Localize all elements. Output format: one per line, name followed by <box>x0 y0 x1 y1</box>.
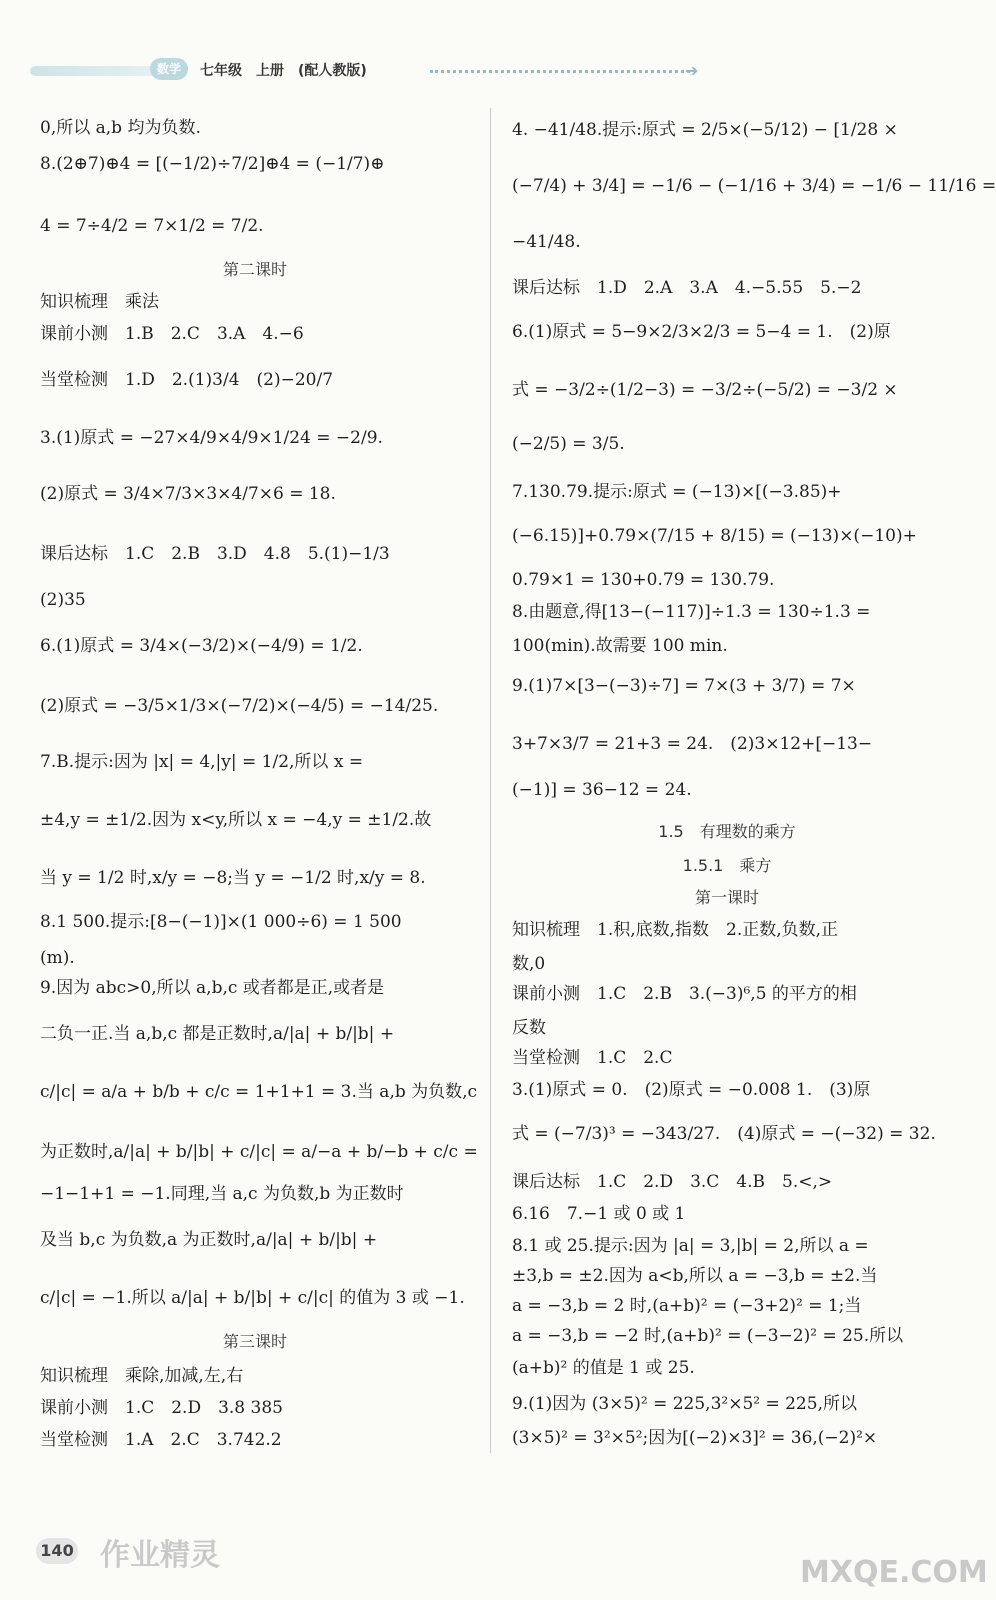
answer-line: −41/48. <box>512 232 581 252</box>
section-heading: 第三课时 <box>222 1332 287 1351</box>
answer-line: 知识梳理 1.积,底数,指数 2.正数,负数,正 <box>512 920 839 940</box>
answer-line: −1−1+1 = −1.同理,当 a,c 为负数,b 为正数时 <box>40 1184 404 1204</box>
answer-line: 6.(1)原式 = 5−9×2/3×2/3 = 5−4 = 1. (2)原 <box>512 322 891 342</box>
answer-line: 式 = (−7/3)³ = −343/27. (4)原式 = −(−32) = 32. <box>512 1124 936 1144</box>
answer-line: 课后达标 1.C 2.D 3.C 4.B 5.<,> <box>512 1172 833 1192</box>
answer-line: (−7/4) + 3/4] = −1/6 − (−1/16 + 3/4) = −1/6 − 11/16 = <box>512 176 996 196</box>
answer-line: c/|c| = −1.所以 a/|a| + b/|b| + c/|c| 的值为 3 或 −1. <box>40 1288 465 1308</box>
answer-line: 当堂检测 1.C 2.C <box>512 1048 673 1068</box>
answer-line: (m). <box>40 948 75 968</box>
answer-line: (2)35 <box>40 590 86 610</box>
answer-line: a = −3,b = 2 时,(a+b)² = (−3+2)² = 1;当 <box>512 1296 862 1316</box>
answer-line: 3+7×3/7 = 21+3 = 24. (2)3×12+[−13− <box>512 734 873 754</box>
answer-line: 4. −41/48.提示:原式 = 2/5×(−5/12) − [1/28 × <box>512 120 898 140</box>
answer-line: 0,所以 a,b 均为负数. <box>40 118 201 138</box>
answer-line: 当 y = 1/2 时,x/y = −8;当 y = −1/2 时,x/y = 8. <box>40 868 426 888</box>
answer-line: c/|c| = a/a + b/b + c/c = 1+1+1 = 3.当 a,b 为负数,c <box>40 1082 478 1102</box>
book-title: 七年级 上册 (配人教版) <box>200 63 367 79</box>
answer-line: ±3,b = ±2.因为 a<b,所以 a = −3,b = ±2.当 <box>512 1266 878 1286</box>
answer-line: (−6.15)]+0.79×(7/15 + 8/15) = (−13)×(−10)+ <box>512 526 917 546</box>
answer-line: 8.1 500.提示:[8−(−1)]×(1 000÷6) = 1 500 <box>40 912 402 932</box>
answer-line: 反数 <box>512 1018 546 1038</box>
answer-line: 8.(2⊕7)⊕4 = [(−1/2)÷7/2]⊕4 = (−1/7)⊕ <box>40 154 385 174</box>
answer-line: (a+b)² 的值是 1 或 25. <box>512 1358 695 1378</box>
section-heading: 1.5.1 乘方 <box>682 856 772 875</box>
answer-line: 数,0 <box>512 954 546 974</box>
answer-line: 课后达标 1.D 2.A 3.A 4.−5.55 5.−2 <box>512 278 862 298</box>
answer-line: (−2/5) = 3/5. <box>512 434 625 454</box>
answer-line: 当堂检测 1.D 2.(1)3/4 (2)−20/7 <box>40 370 334 390</box>
answer-line: 7.B.提示:因为 |x| = 4,|y| = 1/2,所以 x = <box>40 752 364 772</box>
section-heading: 第二课时 <box>222 260 287 279</box>
page-header <box>30 52 699 92</box>
answer-line: 9.(1)因为 (3×5)² = 225,3²×5² = 225,所以 <box>512 1394 857 1414</box>
arrow-right-icon: ➔ <box>685 61 699 80</box>
answer-line: 知识梳理 乘法 <box>40 292 159 312</box>
answer-line: 0.79×1 = 130+0.79 = 130.79. <box>512 570 775 590</box>
subject-badge: 数学 <box>150 58 188 80</box>
header-dotted-line <box>430 70 690 73</box>
answer-line: 3.(1)原式 = 0. (2)原式 = −0.008 1. (3)原 <box>512 1080 871 1100</box>
answer-line: 及当 b,c 为负数,a 为正数时,a/|a| + b/|b| + <box>40 1230 378 1250</box>
answer-line: (2)原式 = −3/5×1/3×(−7/2)×(−4/5) = −14/25. <box>40 696 439 716</box>
answer-line: 当堂检测 1.A 2.C 3.742.2 <box>40 1430 282 1450</box>
answer-line: (−1)] = 36−12 = 24. <box>512 780 692 800</box>
answer-line: 100(min).故需要 100 min. <box>512 636 728 656</box>
answer-line: 为正数时,a/|a| + b/|b| + c/|c| = a/−a + b/−b + c/c = <box>40 1142 478 1162</box>
answer-line: 7.130.79.提示:原式 = (−13)×[(−3.85)+ <box>512 482 842 502</box>
column-divider <box>490 108 491 1453</box>
answer-line: a = −3,b = −2 时,(a+b)² = (−3−2)² = 25.所以 <box>512 1326 904 1346</box>
section-heading: 第一课时 <box>694 888 759 907</box>
watermark-text: 作业精灵 <box>100 1538 220 1573</box>
answer-line: 式 = −3/2÷(1/2−3) = −3/2÷(−5/2) = −3/2 × <box>512 380 898 400</box>
answer-line: 8.1 或 25.提示:因为 |a| = 3,|b| = 2,所以 a = <box>512 1236 869 1256</box>
answer-line: 课前小测 1.B 2.C 3.A 4.−6 <box>40 324 304 344</box>
page-number: 140 <box>36 1538 78 1564</box>
answer-line: 8.由题意,得[13−(−117)]÷1.3 = 130÷1.3 = <box>512 602 871 622</box>
answer-line: 9.(1)7×[3−(−3)÷7] = 7×(3 + 3/7) = 7× <box>512 676 856 696</box>
answer-line: 6.(1)原式 = 3/4×(−3/2)×(−4/9) = 1/2. <box>40 636 363 656</box>
section-heading: 1.5 有理数的乘方 <box>658 822 796 841</box>
site-watermark: MXQE.COM <box>800 1555 988 1590</box>
answer-line: (3×5)² = 3²×5²;因为[(−2)×3]² = 36,(−2)²× <box>512 1428 878 1448</box>
answer-line: 4 = 7÷4/2 = 7×1/2 = 7/2. <box>40 216 264 236</box>
answer-line: 9.因为 abc>0,所以 a,b,c 或者都是正,或者是 <box>40 978 385 998</box>
answer-line: 知识梳理 乘除,加减,左,右 <box>40 1366 244 1386</box>
answer-line: 6.16 7.−1 或 0 或 1 <box>512 1204 686 1224</box>
answer-line: 二负一正.当 a,b,c 都是正数时,a/|a| + b/|b| + <box>40 1024 395 1044</box>
answer-line: 课后达标 1.C 2.B 3.D 4.8 5.(1)−1/3 <box>40 544 390 564</box>
answer-line: ±4,y = ±1/2.因为 x<y,所以 x = −4,y = ±1/2.故 <box>40 810 432 830</box>
answer-line: 课前小测 1.C 2.D 3.8 385 <box>40 1398 283 1418</box>
answer-line: (2)原式 = 3/4×7/3×3×4/7×6 = 18. <box>40 484 336 504</box>
answer-line: 课前小测 1.C 2.B 3.(−3)⁶,5 的平方的相 <box>512 984 857 1004</box>
answer-line: 3.(1)原式 = −27×4/9×4/9×1/24 = −2/9. <box>40 428 383 448</box>
